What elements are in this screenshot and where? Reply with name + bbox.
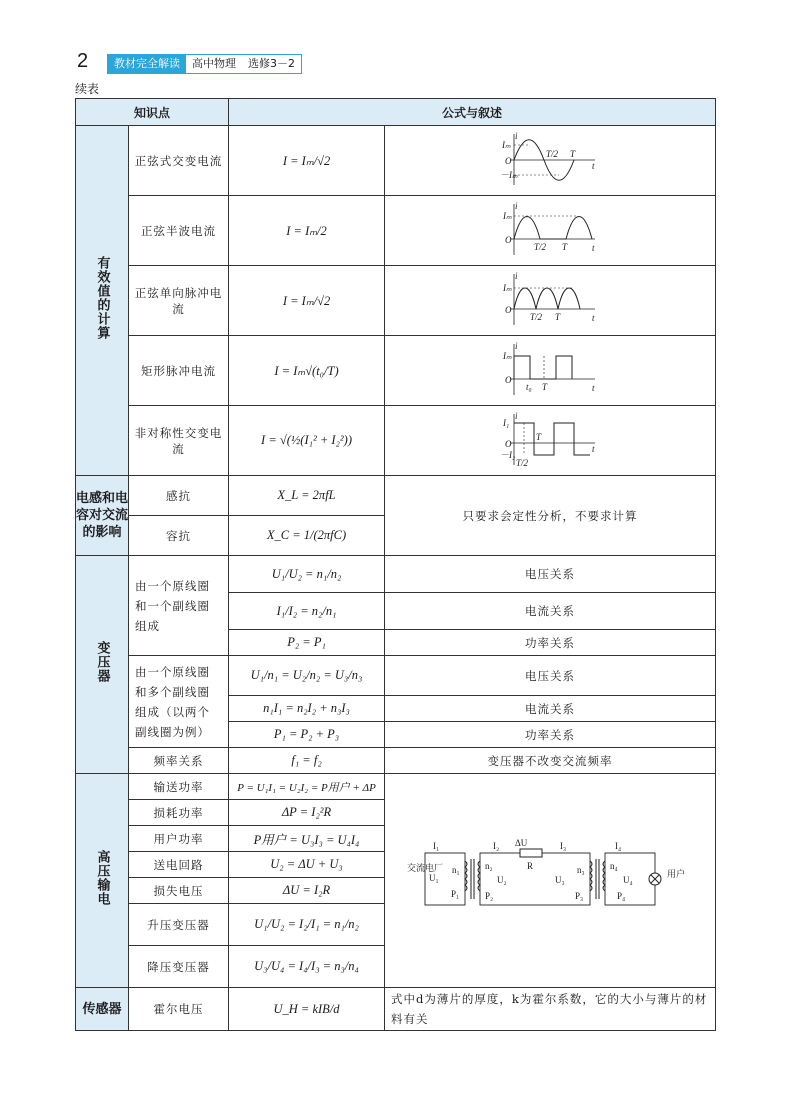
row-name: 矩形脉冲电流 (129, 336, 229, 406)
row-desc: 功率关系 (385, 722, 716, 748)
row-formula: P₁ = P₂ + P₃ (229, 722, 385, 748)
row-formula: X_C = 1/(2πfC) (229, 516, 385, 556)
svg-text:i: i (515, 271, 518, 281)
row-name: 感抗 (129, 476, 229, 516)
svg-text:U₂: U₂ (497, 875, 507, 885)
svg-text:ΔU: ΔU (515, 839, 528, 848)
svg-text:Iₘ: Iₘ (502, 140, 511, 150)
row-desc: 电流关系 (385, 593, 716, 630)
rectified-sine-graph (500, 271, 600, 327)
svg-text:P₁: P₁ (451, 889, 460, 899)
row-formula: P = U₁I₁ = U₂I₂ = P用户 + ΔP (229, 774, 385, 800)
svg-text:i: i (515, 201, 518, 211)
transformer-group2-name: 由一个原线圈和多个副线圈组成（以两个副线圈为例） (129, 656, 229, 748)
row-formula: U₁/U₂ = n₁/n₂ (229, 556, 385, 593)
row-name: 霍尔电压 (129, 988, 229, 1031)
row-name: 正弦半波电流 (129, 196, 229, 266)
subject-label: 高中物理 (186, 55, 242, 73)
row-formula: I = Iₘ√(t₀/T) (229, 336, 385, 406)
half-wave-graph (500, 201, 600, 257)
header-knowledge: 知识点 (76, 99, 229, 126)
graph-sine (385, 126, 716, 196)
svg-text:P₂: P₂ (485, 891, 494, 901)
svg-text:O: O (505, 235, 512, 245)
category-sensor: 传感器 (76, 988, 129, 1031)
category-transformer: 变压器 (76, 556, 129, 774)
row-formula: P₂ = P₁ (229, 630, 385, 656)
row-formula: U₂ = ΔU + U₃ (229, 852, 385, 878)
svg-text:O: O (505, 156, 512, 166)
svg-text:i: i (515, 131, 518, 141)
row-formula: f₁ = f₂ (229, 748, 385, 774)
running-header (107, 54, 302, 74)
row-formula: U₃/U₄ = I₄/I₃ = n₃/n₄ (229, 946, 385, 988)
rect-pulse-graph (500, 341, 600, 397)
transmission-circuit-diagram (405, 839, 695, 919)
svg-text:－I₂: －I₂ (500, 450, 516, 460)
svg-text:T: T (542, 382, 548, 392)
svg-text:用户: 用户 (667, 869, 686, 879)
row-desc: 式中d为薄片的厚度，k为霍尔系数，它的大小与薄片的材料有关 (385, 988, 716, 1031)
svg-text:t: t (592, 243, 595, 253)
svg-text:I₁: I₁ (433, 841, 440, 851)
row-formula: I₁/I₂ = n₂/n₁ (229, 593, 385, 630)
svg-text:O: O (505, 439, 512, 449)
svg-text:n₄: n₄ (610, 861, 618, 871)
row-name: 用户功率 (129, 826, 229, 852)
lc-note: 只要求会定性分析，不要求计算 (385, 476, 716, 556)
svg-text:i: i (515, 411, 518, 421)
row-name: 正弦单向脉冲电流 (129, 266, 229, 336)
row-formula: ΔU = I₂R (229, 878, 385, 904)
svg-text:R: R (527, 861, 534, 871)
sine-wave-graph (500, 131, 600, 187)
row-name: 非对称性交变电流 (129, 406, 229, 476)
svg-text:O: O (505, 305, 512, 315)
svg-text:t: t (592, 383, 595, 393)
svg-text:Iₘ: Iₘ (503, 211, 512, 221)
svg-text:O: O (505, 375, 512, 385)
row-formula: I = √(½(I₁² + I₂²)) (229, 406, 385, 476)
svg-text:U₃: U₃ (555, 875, 565, 885)
transformer-group1-name: 由一个原线圈和一个副线圈组成 (129, 556, 229, 656)
row-formula: P用户 = U₃I₃ = U₄I₄ (229, 826, 385, 852)
svg-text:P₄: P₄ (617, 891, 626, 901)
svg-text:T: T (536, 432, 542, 442)
row-name: 频率关系 (129, 748, 229, 774)
transmission-circuit (385, 774, 716, 988)
svg-text:t: t (592, 161, 595, 171)
svg-text:t: t (592, 444, 595, 454)
row-name: 升压变压器 (129, 904, 229, 946)
category-effective-value: 有效值的计算 (76, 126, 129, 476)
row-formula: U₁/n₁ = U₂/n₂ = U₃/n₃ (229, 656, 385, 696)
row-desc: 电流关系 (385, 696, 716, 722)
svg-text:I₁: I₁ (503, 418, 510, 428)
row-formula: I = Iₘ/2 (229, 196, 385, 266)
row-formula: X_L = 2πfL (229, 476, 385, 516)
row-desc: 功率关系 (385, 630, 716, 656)
row-name: 容抗 (129, 516, 229, 556)
page-number: 2 (77, 50, 89, 72)
svg-text:T: T (562, 242, 568, 252)
svg-text:n₂: n₂ (485, 861, 493, 871)
svg-text:U₄: U₄ (623, 875, 633, 885)
svg-text:I₃: I₃ (560, 841, 567, 851)
volume-label: 选修3－2 (242, 55, 301, 73)
svg-text:U₁: U₁ (429, 873, 439, 883)
row-formula: n₁I₁ = n₂I₂ + n₃I₃ (229, 696, 385, 722)
svg-text:T/2: T/2 (534, 242, 547, 252)
row-desc: 电压关系 (385, 556, 716, 593)
graph-asymmetric (385, 406, 716, 476)
svg-text:T/2: T/2 (530, 312, 543, 322)
graph-half-wave (385, 196, 716, 266)
row-name: 损耗功率 (129, 800, 229, 826)
row-name: 损失电压 (129, 878, 229, 904)
svg-text:n₃: n₃ (577, 865, 585, 875)
svg-text:n₁: n₁ (452, 865, 460, 875)
svg-text:t₀: t₀ (526, 382, 532, 392)
brand-label: 教材完全解读 (108, 55, 186, 73)
row-desc: 变压器不改变交流频率 (385, 748, 716, 774)
row-formula: I = Iₘ/√2 (229, 266, 385, 336)
svg-text:t: t (592, 313, 595, 323)
row-formula: U_H = kIB/d (229, 988, 385, 1031)
svg-text:T: T (570, 149, 576, 159)
svg-text:I₂: I₂ (493, 841, 500, 851)
svg-text:I₄: I₄ (615, 841, 622, 851)
graph-rect-pulse (385, 336, 716, 406)
row-name: 降压变压器 (129, 946, 229, 988)
graph-pulse (385, 266, 716, 336)
svg-text:P₃: P₃ (575, 891, 584, 901)
svg-text:i: i (515, 341, 518, 351)
row-name: 输送功率 (129, 774, 229, 800)
svg-text:Iₘ: Iₘ (503, 351, 512, 361)
header-formula: 公式与叙述 (229, 99, 716, 126)
summary-table (75, 98, 716, 1031)
row-formula: ΔP = I₂²R (229, 800, 385, 826)
svg-text:T/2: T/2 (546, 149, 559, 159)
row-formula: I = Iₘ/√2 (229, 126, 385, 196)
svg-text:－Iₘ: －Iₘ (500, 170, 518, 180)
row-name: 送电回路 (129, 852, 229, 878)
svg-text:T/2: T/2 (516, 458, 529, 467)
category-inductance-capacitance: 电感和电容对交流的影响 (76, 476, 129, 556)
continued-label: 续表 (75, 82, 100, 96)
svg-text:交流电厂: 交流电厂 (407, 863, 444, 873)
svg-text:Iₘ: Iₘ (503, 283, 512, 293)
svg-text:T: T (555, 312, 561, 322)
asymmetric-wave-graph (500, 411, 600, 467)
category-high-voltage: 高压输电 (76, 774, 129, 988)
row-desc: 电压关系 (385, 656, 716, 696)
row-name: 正弦式交变电流 (129, 126, 229, 196)
row-formula: U₁/U₂ = I₂/I₁ = n₁/n₂ (229, 904, 385, 946)
